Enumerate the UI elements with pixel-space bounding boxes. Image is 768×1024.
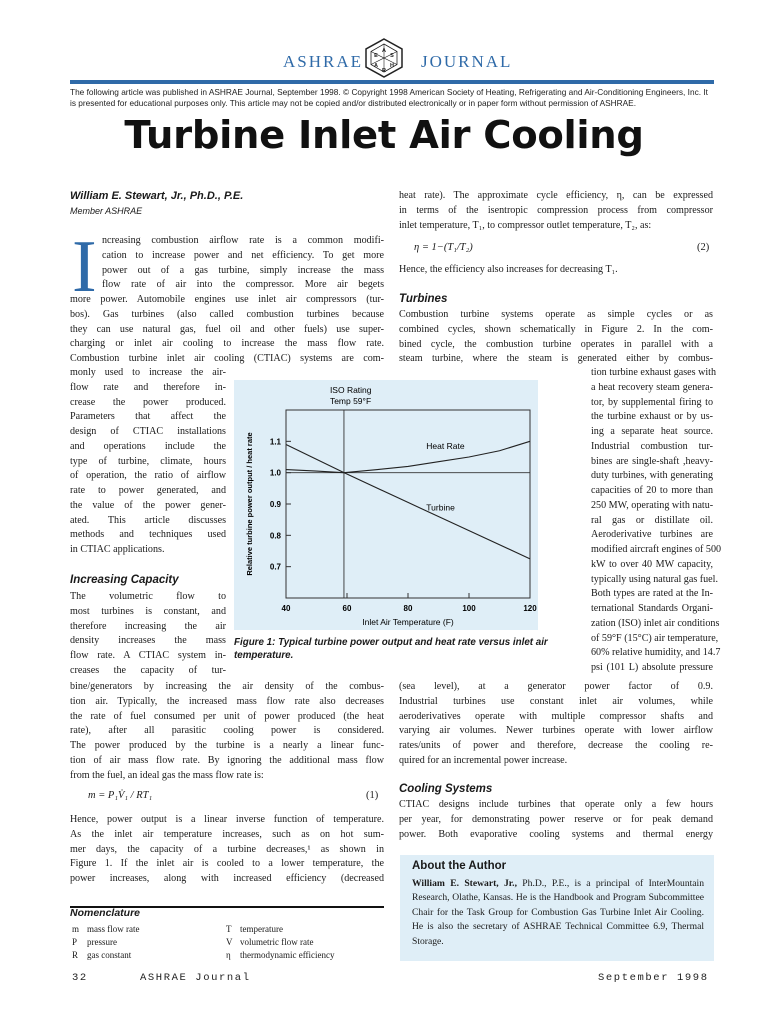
text-line: ated. This article discusses	[70, 514, 226, 526]
text-line: ternational Standards Organi-	[591, 603, 713, 614]
ashrae-logo	[364, 38, 404, 78]
text-line: combined cycles, shown schematically in Figure 2. In the com-	[399, 323, 713, 335]
text-line: cation to increase power and net efficiency. To get more	[102, 249, 384, 261]
figure-1-panel	[234, 380, 538, 630]
text-line: in terms of the isentropic compression process from compressor	[399, 204, 713, 216]
plot-frame	[286, 410, 530, 598]
y-tick-label: 0.9	[269, 500, 281, 509]
text-line: zation (ISO) inlet air conditions	[591, 617, 720, 629]
author-affiliation: Member ASHRAE	[70, 206, 143, 216]
about-author-body	[412, 877, 704, 949]
text-line: the value of the power gener-	[70, 499, 226, 511]
text-line: they can use natural gas, fuel oil and other fuels) use super-	[70, 323, 384, 335]
text-line: heat rate). The approximate cycle efficiency, η, can be expressed	[399, 190, 713, 201]
article-title: Turbine Inlet Air Cooling	[124, 113, 644, 158]
text-line: rates/units of power and therefore, decrease the cooling re-	[399, 740, 713, 751]
text-line: therefore increasing the air	[70, 620, 226, 632]
nomenclature-symbol: R	[72, 950, 79, 960]
text-line: charging or inlet air cooling to increase the mass flow rate.	[70, 338, 384, 350]
text-line: flow rate. A CTIAC system in-	[70, 650, 226, 661]
heat-rate-label: Heat Rate	[426, 441, 465, 452]
text-line: duty turbines, with generating	[591, 470, 713, 482]
nomenclature-description: gas constant	[87, 950, 132, 960]
heading-increasing-capacity: Increasing Capacity	[70, 574, 179, 586]
logo-letter: H	[390, 63, 394, 69]
text-line: kW to over 40 MW capacity,	[591, 558, 713, 570]
turbine-label: Turbine	[426, 502, 455, 513]
text-line: power increases, along with increased efficiency (decreased	[70, 873, 384, 884]
text-line: ncreasing combustion airflow rate is a common modifi-	[102, 235, 384, 246]
nomenclature-description: pressure	[87, 937, 117, 947]
iso-rating-label: ISO Rating	[329, 385, 372, 395]
text-line: Parameters that affect the	[70, 411, 226, 423]
text-line: ral gas or distillate oil.	[591, 514, 713, 526]
text-line: mer days, the capacity of a turbine decreases,¹ as shown in	[70, 843, 384, 855]
text-line: capacities of 20 to more than	[591, 485, 713, 496]
journal-name-right: JOURNAL	[421, 52, 513, 71]
text-line: bos). Gas turbines (also called combustion turbines because	[70, 308, 384, 320]
text-line: power. Both evaporative cooling systems and thermal energy	[399, 828, 713, 840]
text-line: rate), after all parasitic cooling power is considered.	[70, 725, 384, 737]
text-line: ing a separate heat source.	[591, 426, 713, 437]
y-tick-label: 1.0	[269, 468, 281, 478]
text-line: bine/generators by increasing the air density of the combus-	[70, 681, 384, 692]
nomenclature-symbol: P	[72, 937, 78, 947]
text-line: steam turbine, where the steam is generated either by combus-	[399, 353, 713, 365]
x-tick-label: 120	[523, 604, 537, 613]
equation-1: m = P₁V̇₁ / RT₁	[88, 790, 153, 801]
text-line: As the inlet air temperature increases, such as on hot sum-	[70, 828, 384, 840]
text-line: Combustion turbine inlet air cooling (CTIAC) systems are com-	[70, 353, 384, 364]
text-line: density increases the mass	[70, 635, 226, 647]
text-line: power out of a gas turbine, simply increase the mass	[102, 264, 384, 276]
footer-journal: ASHRAE Journal	[140, 972, 251, 984]
text-line: Hence, power output is a linear inverse function of temperature.	[70, 814, 384, 825]
nomenclature-symbol: η	[226, 950, 231, 960]
nomenclature-description: volumetric flow rate	[240, 937, 314, 947]
heading-cooling-systems: Cooling Systems	[399, 783, 493, 795]
author-name: William E. Stewart, Jr., Ph.D., P.E.	[70, 190, 244, 202]
text-line: Aeroderivative turbines are	[591, 529, 713, 541]
about-author-name: William E. Stewart, Jr.,	[412, 878, 517, 889]
journal-name-left: ASHRAE	[283, 52, 364, 71]
text-line: aeroderivatives operate with multiple compressor shafts and	[399, 710, 713, 722]
text-line: Both types are rated at the In-	[591, 588, 713, 600]
nomenclature-symbol: T	[226, 924, 232, 934]
text-line: crease the power produced.	[70, 396, 226, 408]
text-line: tion turbine exhaust gases with	[591, 367, 717, 378]
text-line: in CTIAC applications.	[70, 544, 165, 555]
text-line: from the fuel, an ideal gas the mass flow rate is:	[70, 769, 264, 781]
text-line: Figure 1. If the inlet air is cooled to a lower temperature, the	[70, 858, 384, 870]
text-line: bined cycle, the combustion turbine operates in parallel with a	[399, 338, 713, 350]
text-line: per year, for demonstrating power reserve or for peak demand	[399, 813, 713, 825]
text-line: tion air. Typically, the increased mass flow rate also decreases	[70, 695, 384, 707]
text-line: the rate of fuel consumed per unit of power produced (the heat	[70, 710, 384, 722]
text-line: creases the capacity of tur-	[70, 664, 226, 676]
text-line: tion of air mass flow rate. By ignoring the additional mass flow	[70, 754, 384, 766]
logo-letter: R	[382, 68, 386, 74]
text-line: 250 MW, operating with natu-	[591, 499, 714, 511]
text-line: most turbines is constant, and	[70, 605, 226, 617]
text-line: The volumetric flow to	[70, 591, 226, 602]
text-line: psi (101 L) absolute pressure	[591, 662, 713, 673]
text-line: tor, by supplemental firing to	[591, 396, 713, 408]
x-tick-label: 100	[462, 604, 476, 613]
footer-date: September 1998	[598, 972, 709, 984]
x-tick-label: 60	[342, 604, 352, 613]
text-line: design of CTIAC installations	[70, 426, 226, 437]
text-line: modified aircraft engines of 500	[591, 544, 722, 555]
text-line: typically using natural gas fuel.	[591, 573, 718, 585]
text-line: bines are single-shaft ,heavy-	[591, 455, 713, 467]
turbine-chart	[234, 380, 538, 630]
text-line: and operations include the	[70, 440, 226, 452]
efficiency-conclusion: Hence, the efficiency also increases for decreasing T₁.	[399, 264, 618, 275]
logo-letter: S	[390, 53, 394, 59]
text-line: of operation, the ratio of airflow	[70, 470, 226, 482]
text-line: more power. Automobile engines use inlet air compressors (tur-	[70, 294, 384, 305]
text-line: Industrial combustion tur-	[591, 440, 713, 452]
y-axis-label: Relative turbine power output / heat rate	[245, 432, 254, 576]
text-line: Combustion turbine systems operate as simple cycles or as	[399, 309, 713, 320]
text-line: type of turbine, climate, hours	[70, 455, 226, 467]
text-line: a heat recovery steam genera-	[591, 381, 713, 393]
text-line: rate to power generated, and	[70, 485, 226, 496]
y-tick-label: 0.7	[269, 562, 281, 572]
nomenclature-description: mass flow rate	[87, 924, 140, 934]
equation-2-number: (2)	[697, 242, 710, 253]
heading-turbines: Turbines	[399, 293, 448, 305]
y-tick-label: 1.1	[269, 437, 281, 447]
logo-letter: E	[374, 53, 378, 59]
nomenclature-description: thermodynamic efficiency	[240, 950, 335, 960]
header-rule	[70, 80, 714, 84]
text-line: inlet temperature, T₁, to compressor outlet temperature, T₂, as:	[399, 219, 652, 231]
nomenclature-symbol: V	[226, 937, 233, 947]
y-tick-label: 0.8	[269, 531, 281, 541]
text-line: methods and techniques used	[70, 529, 226, 541]
text-line: Industrial turbines use constant inlet air volumes, while	[399, 695, 713, 707]
text-line: (sea level), at a generator power factor of 0.9.	[399, 681, 713, 692]
text-line: CTIAC designs include turbines that operate only a few hours	[399, 799, 713, 810]
series-line-turbine	[286, 444, 530, 558]
text-line: the turbine exhaust or by us-	[591, 411, 713, 423]
nomenclature-symbol: m	[72, 924, 80, 934]
copyright-notice: The following article was published in ASHRAE Journal, September 1998. © Copyright 1998 American Society of Heating, Refrigerating and Air-Conditioning Engineers, Inc. It is presented for educational purposes only. This article may not be copied and/or distributed electronically or in paper form without permission of ASHRAE.	[70, 87, 708, 108]
figure-1-caption: Figure 1: Typical turbine power output and heat rate versus inlet air temperature.	[234, 637, 548, 661]
equation-2: η = 1−(T₁/T₂)	[414, 242, 473, 253]
text-line: The power produced by the turbine is a nearly a linear func-	[70, 740, 384, 751]
nomenclature-title: Nomenclature	[70, 907, 141, 919]
x-axis-label: Inlet Air Temperature (F)	[362, 617, 454, 627]
text-line: flow rate of air into the compressor. More air begets	[102, 279, 384, 291]
series-line-heat-rate	[286, 441, 530, 472]
logo-letter: A	[382, 48, 386, 54]
text-line: monly used to increase the air-	[70, 367, 226, 378]
x-tick-label: 40	[281, 604, 291, 613]
footer-page-number: 32	[72, 972, 88, 984]
text-line: varying air volumes. Newer turbines operate with lower airflow	[399, 725, 713, 737]
nomenclature-description: temperature	[240, 924, 283, 934]
text-line: quired for an incremental power increase.	[399, 754, 568, 766]
drop-cap: I	[72, 226, 97, 308]
text-line: of 59°F (15°C) air temperature,	[591, 632, 719, 644]
text-line: flow rate and therefore in-	[70, 381, 226, 393]
equation-1-number: (1)	[366, 790, 379, 801]
logo-letter: A	[374, 63, 378, 69]
about-author-text: Ph.D., P.E., is a principal of InterMountain Research, Olathe, Kansas. He is the Handbook and Program Subcommittee Chair for the Task Group for Combustion Gas Turbine Inlet Air Cooling. He is also the secretary of ASHRAE Technical Committee 6.9, Thermal Storage.	[412, 878, 704, 947]
about-author-title: About the Author	[412, 860, 507, 872]
x-tick-label: 80	[403, 604, 413, 613]
text-line: 60% relative humidity, and 14.7	[591, 647, 721, 659]
iso-temp-label: Temp 59°F	[329, 396, 372, 406]
